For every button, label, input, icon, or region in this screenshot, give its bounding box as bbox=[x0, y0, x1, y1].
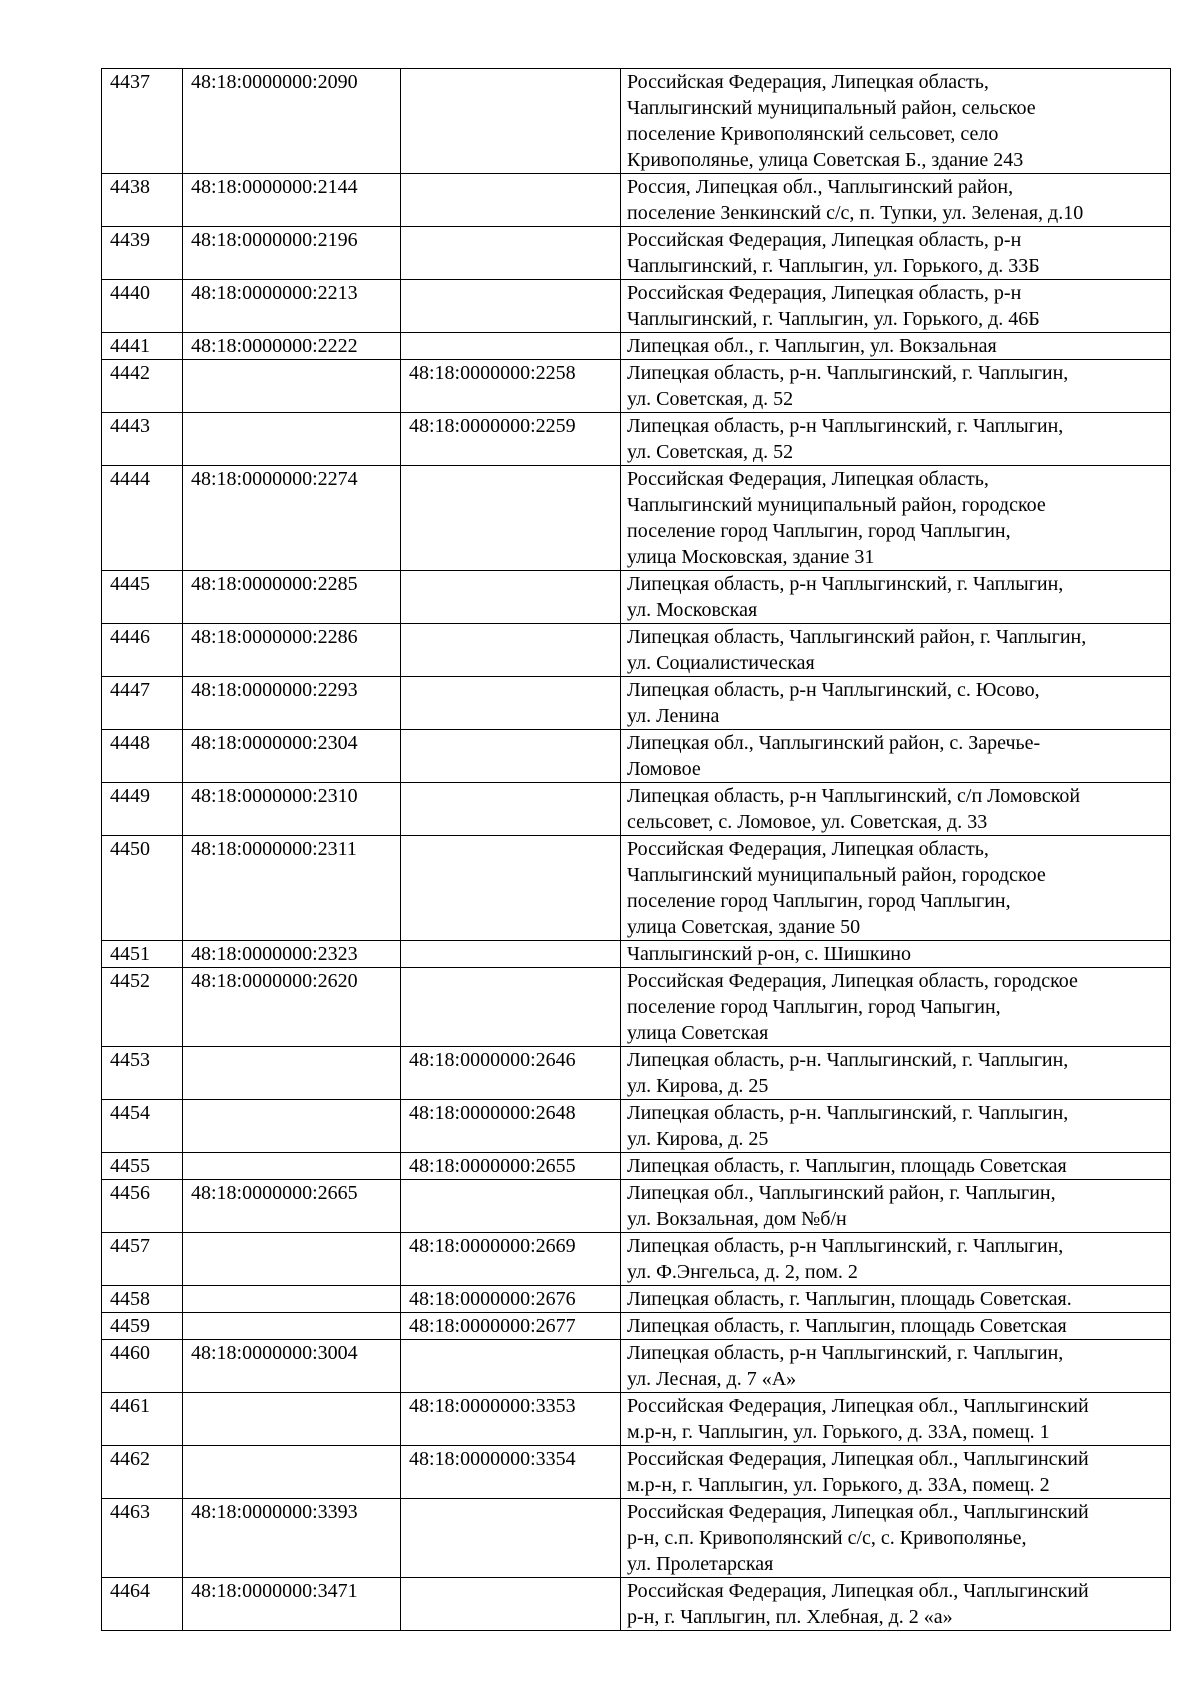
address-cell: Липецкая область, р-н Чаплыгинский, г. Чаплыгин, ул. Ф.Энгельса, д. 2, пом. 2 bbox=[621, 1233, 1171, 1286]
cadastral-number-cell: 48:18:0000000:2285 bbox=[183, 571, 401, 624]
table-row bbox=[102, 1578, 1171, 1631]
cadastral-number-cell: 48:18:0000000:2286 bbox=[183, 624, 401, 677]
row-number-cell: 4449 bbox=[102, 783, 183, 836]
parent-cadastral-number-cell bbox=[401, 174, 621, 227]
table-row bbox=[102, 360, 1171, 413]
parent-cadastral-number-cell bbox=[401, 227, 621, 280]
row-number-cell: 4438 bbox=[102, 174, 183, 227]
row-number-cell: 4460 bbox=[102, 1340, 183, 1393]
row-number-cell: 4441 bbox=[102, 333, 183, 360]
parent-cadastral-number-cell bbox=[401, 69, 621, 174]
row-number-cell: 4440 bbox=[102, 280, 183, 333]
row-number-cell: 4450 bbox=[102, 836, 183, 941]
table-row bbox=[102, 227, 1171, 280]
row-number-cell: 4444 bbox=[102, 466, 183, 571]
parent-cadastral-number-cell bbox=[401, 333, 621, 360]
row-number-cell: 4462 bbox=[102, 1446, 183, 1499]
row-number-cell: 4463 bbox=[102, 1499, 183, 1578]
address-cell: Липецкая область, р-н Чаплыгинский, г. Чаплыгин, ул. Московская bbox=[621, 571, 1171, 624]
address-cell: Липецкая обл., Чаплыгинский район, г. Чаплыгин, ул. Вокзальная, дом №б/н bbox=[621, 1180, 1171, 1233]
address-cell: Российская Федерация, Липецкая область, Чаплыгинский муниципальный район, городское поселение город Чаплыгин, город Чаплыгин, улица Московская, здание 31 bbox=[621, 466, 1171, 571]
parent-cadastral-number-cell: 48:18:0000000:2258 bbox=[401, 360, 621, 413]
cadastral-number-cell: 48:18:0000000:3004 bbox=[183, 1340, 401, 1393]
parent-cadastral-number-cell bbox=[401, 1340, 621, 1393]
parent-cadastral-number-cell bbox=[401, 1499, 621, 1578]
table-row bbox=[102, 1340, 1171, 1393]
cadastral-number-cell bbox=[183, 1313, 401, 1340]
table-row bbox=[102, 1446, 1171, 1499]
cadastral-number-cell bbox=[183, 1153, 401, 1180]
parent-cadastral-number-cell bbox=[401, 1578, 621, 1631]
address-cell: Липецкая область, р-н Чаплыгинский, с. Юсово, ул. Ленина bbox=[621, 677, 1171, 730]
parent-cadastral-number-cell bbox=[401, 968, 621, 1047]
table-row bbox=[102, 174, 1171, 227]
row-number-cell: 4457 bbox=[102, 1233, 183, 1286]
table-row bbox=[102, 333, 1171, 360]
property-registry-table bbox=[101, 68, 1171, 1631]
address-cell: Российская Федерация, Липецкая область, Чаплыгинский муниципальный район, сельское поселение Кривополянский сельсовет, село Кривополянье, улица Советская Б., здание 243 bbox=[621, 69, 1171, 174]
parent-cadastral-number-cell: 48:18:0000000:3353 bbox=[401, 1393, 621, 1446]
cadastral-number-cell: 48:18:0000000:2274 bbox=[183, 466, 401, 571]
table-row bbox=[102, 69, 1171, 174]
cadastral-number-cell: 48:18:0000000:2090 bbox=[183, 69, 401, 174]
cadastral-number-cell: 48:18:0000000:2323 bbox=[183, 941, 401, 968]
address-cell: Липецкая область, р-н Чаплыгинский, г. Чаплыгин, ул. Лесная, д. 7 «А» bbox=[621, 1340, 1171, 1393]
address-cell: Российская Федерация, Липецкая область, городское поселение город Чаплыгин, город Чапыгин, улица Советская bbox=[621, 968, 1171, 1047]
row-number-cell: 4456 bbox=[102, 1180, 183, 1233]
table-row bbox=[102, 783, 1171, 836]
table-row bbox=[102, 280, 1171, 333]
table-row bbox=[102, 1047, 1171, 1100]
address-cell: Российская Федерация, Липецкая обл., Чаплыгинский р-н, с.п. Кривополянский с/с, с. Кривополянье, ул. Пролетарская bbox=[621, 1499, 1171, 1578]
cadastral-number-cell: 48:18:0000000:2293 bbox=[183, 677, 401, 730]
address-cell: Липецкая область, Чаплыгинский район, г. Чаплыгин, ул. Социалистическая bbox=[621, 624, 1171, 677]
row-number-cell: 4455 bbox=[102, 1153, 183, 1180]
parent-cadastral-number-cell: 48:18:0000000:2646 bbox=[401, 1047, 621, 1100]
table-row bbox=[102, 413, 1171, 466]
row-number-cell: 4448 bbox=[102, 730, 183, 783]
cadastral-number-cell: 48:18:0000000:2196 bbox=[183, 227, 401, 280]
table-row bbox=[102, 968, 1171, 1047]
table-row bbox=[102, 1393, 1171, 1446]
parent-cadastral-number-cell bbox=[401, 571, 621, 624]
parent-cadastral-number-cell bbox=[401, 783, 621, 836]
table-row bbox=[102, 571, 1171, 624]
parent-cadastral-number-cell: 48:18:0000000:2669 bbox=[401, 1233, 621, 1286]
cadastral-number-cell bbox=[183, 360, 401, 413]
parent-cadastral-number-cell bbox=[401, 677, 621, 730]
row-number-cell: 4454 bbox=[102, 1100, 183, 1153]
address-cell: Липецкая область, г. Чаплыгин, площадь Советская. bbox=[621, 1286, 1171, 1313]
cadastral-number-cell: 48:18:0000000:2304 bbox=[183, 730, 401, 783]
table-row bbox=[102, 730, 1171, 783]
parent-cadastral-number-cell: 48:18:0000000:2676 bbox=[401, 1286, 621, 1313]
row-number-cell: 4451 bbox=[102, 941, 183, 968]
table-row bbox=[102, 1313, 1171, 1340]
row-number-cell: 4439 bbox=[102, 227, 183, 280]
cadastral-number-cell bbox=[183, 1047, 401, 1100]
cadastral-number-cell bbox=[183, 1233, 401, 1286]
parent-cadastral-number-cell: 48:18:0000000:2648 bbox=[401, 1100, 621, 1153]
address-cell: Чаплыгинский р-он, с. Шишкино bbox=[621, 941, 1171, 968]
cadastral-number-cell: 48:18:0000000:3471 bbox=[183, 1578, 401, 1631]
row-number-cell: 4445 bbox=[102, 571, 183, 624]
address-cell: Российская Федерация, Липецкая область, Чаплыгинский муниципальный район, городское поселение город Чаплыгин, город Чаплыгин, улица Советская, здание 50 bbox=[621, 836, 1171, 941]
address-cell: Липецкая область, г. Чаплыгин, площадь Советская bbox=[621, 1313, 1171, 1340]
row-number-cell: 4458 bbox=[102, 1286, 183, 1313]
address-cell: Россия, Липецкая обл., Чаплыгинский район, поселение Зенкинский с/с, п. Тупки, ул. Зеленая, д.10 bbox=[621, 174, 1171, 227]
row-number-cell: 4453 bbox=[102, 1047, 183, 1100]
address-cell: Российская Федерация, Липецкая обл., Чаплыгинский р-н, г. Чаплыгин, пл. Хлебная, д. 2 «а» bbox=[621, 1578, 1171, 1631]
parent-cadastral-number-cell bbox=[401, 941, 621, 968]
address-cell: Липецкая область, р-н. Чаплыгинский, г. Чаплыгин, ул. Кирова, д. 25 bbox=[621, 1047, 1171, 1100]
address-cell: Липецкая область, р-н. Чаплыгинский, г. Чаплыгин, ул. Советская, д. 52 bbox=[621, 360, 1171, 413]
row-number-cell: 4442 bbox=[102, 360, 183, 413]
row-number-cell: 4437 bbox=[102, 69, 183, 174]
parent-cadastral-number-cell: 48:18:0000000:2655 bbox=[401, 1153, 621, 1180]
address-cell: Липецкая обл., Чаплыгинский район, с. Заречье- Ломовое bbox=[621, 730, 1171, 783]
table-row bbox=[102, 466, 1171, 571]
row-number-cell: 4452 bbox=[102, 968, 183, 1047]
row-number-cell: 4443 bbox=[102, 413, 183, 466]
parent-cadastral-number-cell bbox=[401, 836, 621, 941]
parent-cadastral-number-cell bbox=[401, 624, 621, 677]
address-cell: Российская Федерация, Липецкая область, р-н Чаплыгинский, г. Чаплыгин, ул. Горького, д. 46Б bbox=[621, 280, 1171, 333]
table-row bbox=[102, 836, 1171, 941]
address-cell: Российская Федерация, Липецкая обл., Чаплыгинский м.р-н, г. Чаплыгин, ул. Горького, д. 33А, помещ. 2 bbox=[621, 1446, 1171, 1499]
cadastral-number-cell bbox=[183, 1446, 401, 1499]
parent-cadastral-number-cell: 48:18:0000000:2677 bbox=[401, 1313, 621, 1340]
cadastral-number-cell bbox=[183, 1100, 401, 1153]
address-cell: Российская Федерация, Липецкая обл., Чаплыгинский м.р-н, г. Чаплыгин, ул. Горького, д. 33А, помещ. 1 bbox=[621, 1393, 1171, 1446]
address-cell: Липецкая область, р-н Чаплыгинский, г. Чаплыгин, ул. Советская, д. 52 bbox=[621, 413, 1171, 466]
cadastral-number-cell: 48:18:0000000:2620 bbox=[183, 968, 401, 1047]
table-row bbox=[102, 1286, 1171, 1313]
table-row bbox=[102, 1180, 1171, 1233]
address-cell: Липецкая область, г. Чаплыгин, площадь Советская bbox=[621, 1153, 1171, 1180]
table-row bbox=[102, 624, 1171, 677]
parent-cadastral-number-cell: 48:18:0000000:3354 bbox=[401, 1446, 621, 1499]
address-cell: Липецкая обл., г. Чаплыгин, ул. Вокзальная bbox=[621, 333, 1171, 360]
parent-cadastral-number-cell bbox=[401, 466, 621, 571]
row-number-cell: 4461 bbox=[102, 1393, 183, 1446]
address-cell: Российская Федерация, Липецкая область, р-н Чаплыгинский, г. Чаплыгин, ул. Горького, д. 33Б bbox=[621, 227, 1171, 280]
cadastral-number-cell: 48:18:0000000:2222 bbox=[183, 333, 401, 360]
parent-cadastral-number-cell: 48:18:0000000:2259 bbox=[401, 413, 621, 466]
cadastral-number-cell bbox=[183, 1393, 401, 1446]
address-cell: Липецкая область, р-н Чаплыгинский, с/п Ломовской сельсовет, с. Ломовое, ул. Советская, д. 33 bbox=[621, 783, 1171, 836]
row-number-cell: 4464 bbox=[102, 1578, 183, 1631]
cadastral-number-cell: 48:18:0000000:3393 bbox=[183, 1499, 401, 1578]
address-cell: Липецкая область, р-н. Чаплыгинский, г. Чаплыгин, ул. Кирова, д. 25 bbox=[621, 1100, 1171, 1153]
table-row bbox=[102, 677, 1171, 730]
row-number-cell: 4447 bbox=[102, 677, 183, 730]
row-number-cell: 4459 bbox=[102, 1313, 183, 1340]
table-row bbox=[102, 941, 1171, 968]
cadastral-number-cell: 48:18:0000000:2665 bbox=[183, 1180, 401, 1233]
row-number-cell: 4446 bbox=[102, 624, 183, 677]
parent-cadastral-number-cell bbox=[401, 730, 621, 783]
parent-cadastral-number-cell bbox=[401, 280, 621, 333]
cadastral-number-cell: 48:18:0000000:2311 bbox=[183, 836, 401, 941]
cadastral-number-cell: 48:18:0000000:2213 bbox=[183, 280, 401, 333]
registry-table-body bbox=[102, 69, 1171, 1631]
cadastral-number-cell bbox=[183, 413, 401, 466]
cadastral-number-cell bbox=[183, 1286, 401, 1313]
cadastral-number-cell: 48:18:0000000:2144 bbox=[183, 174, 401, 227]
table-row bbox=[102, 1233, 1171, 1286]
table-row bbox=[102, 1153, 1171, 1180]
parent-cadastral-number-cell bbox=[401, 1180, 621, 1233]
table-row bbox=[102, 1100, 1171, 1153]
cadastral-number-cell: 48:18:0000000:2310 bbox=[183, 783, 401, 836]
table-row bbox=[102, 1499, 1171, 1578]
